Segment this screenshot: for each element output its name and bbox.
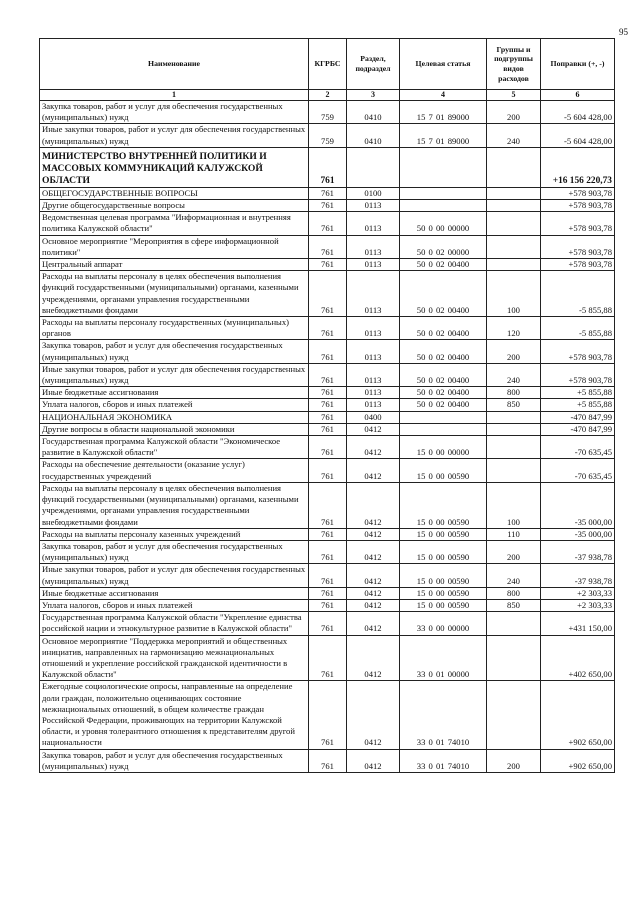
row-amount-cell: -35 000,00 xyxy=(541,528,615,540)
row-cel-cell: 15 0 00 00590 xyxy=(400,540,487,563)
row-amount-cell: +5 855,88 xyxy=(541,399,615,411)
table-row xyxy=(40,681,615,749)
column-number: 5 xyxy=(487,90,541,101)
table-row xyxy=(40,423,615,435)
row-amount-cell: -470 847,99 xyxy=(541,411,615,423)
row-razdel-cell: 0113 xyxy=(347,235,400,258)
row-razdel-cell xyxy=(347,147,400,187)
row-cel-cell: 15 0 00 00590 xyxy=(400,587,487,599)
row-name-cell: Государственная программа Калужской области "Укрепление единства российской нации и этнокультурное развитие в Калужской области" xyxy=(40,612,309,635)
row-razdel-cell: 0113 xyxy=(347,317,400,340)
table-row xyxy=(40,436,615,459)
row-razdel-cell: 0410 xyxy=(347,101,400,124)
row-vid-cell: 800 xyxy=(487,387,541,399)
row-razdel-cell: 0113 xyxy=(347,340,400,363)
row-amount-cell: -70 635,45 xyxy=(541,459,615,482)
row-kgrbs-cell: 761 xyxy=(309,540,347,563)
row-name-cell: Иные закупки товаров, работ и услуг для обеспечения государственных (муниципальных) нужд xyxy=(40,363,309,386)
row-name-cell: Иные бюджетные ассигнования xyxy=(40,387,309,399)
row-vid-cell: 240 xyxy=(487,124,541,147)
row-vid-cell xyxy=(487,436,541,459)
row-razdel-cell: 0412 xyxy=(347,749,400,772)
row-name-cell: Закупка товаров, работ и услуг для обеспечения государственных (муниципальных) нужд xyxy=(40,101,309,124)
row-cel-cell: 50 0 02 00400 xyxy=(400,399,487,411)
column-number: 1 xyxy=(40,90,309,101)
row-amount-cell: +902 650,00 xyxy=(541,681,615,749)
row-cel-cell: 15 0 00 00590 xyxy=(400,564,487,587)
row-vid-cell xyxy=(487,612,541,635)
row-name-cell: Уплата налогов, сборов и иных платежей xyxy=(40,399,309,411)
row-cel-cell xyxy=(400,147,487,187)
row-name-cell: Основное мероприятие "Мероприятия в сфере информационной политики" xyxy=(40,235,309,258)
row-kgrbs-cell: 761 xyxy=(309,399,347,411)
table-row xyxy=(40,212,615,235)
row-name-cell: Расходы на выплаты персоналу казенных учреждений xyxy=(40,528,309,540)
row-kgrbs-cell: 761 xyxy=(309,749,347,772)
row-vid-cell xyxy=(487,212,541,235)
row-vid-cell: 200 xyxy=(487,340,541,363)
row-razdel-cell: 0412 xyxy=(347,635,400,681)
row-kgrbs-cell: 761 xyxy=(309,212,347,235)
table-row xyxy=(40,564,615,587)
table-row xyxy=(40,101,615,124)
row-cel-cell: 15 0 00 00000 xyxy=(400,436,487,459)
row-cel-cell xyxy=(400,423,487,435)
row-kgrbs-cell: 761 xyxy=(309,317,347,340)
row-razdel-cell: 0412 xyxy=(347,459,400,482)
row-cel-cell: 50 0 02 00000 xyxy=(400,235,487,258)
table-row xyxy=(40,459,615,482)
row-kgrbs-cell: 761 xyxy=(309,200,347,212)
row-vid-cell xyxy=(487,200,541,212)
table-row xyxy=(40,387,615,399)
row-vid-cell: 200 xyxy=(487,101,541,124)
row-cel-cell: 33 0 01 74010 xyxy=(400,681,487,749)
row-razdel-cell: 0100 xyxy=(347,187,400,199)
row-vid-cell xyxy=(487,259,541,271)
row-razdel-cell: 0412 xyxy=(347,564,400,587)
row-name-cell: Другие общегосударственные вопросы xyxy=(40,200,309,212)
row-vid-cell: 100 xyxy=(487,271,541,317)
row-razdel-cell: 0113 xyxy=(347,363,400,386)
column-number: 6 xyxy=(541,90,615,101)
table-row xyxy=(40,340,615,363)
row-cel-cell: 15 0 00 00590 xyxy=(400,599,487,611)
row-kgrbs-cell: 761 xyxy=(309,271,347,317)
row-cel-cell: 33 0 01 00000 xyxy=(400,635,487,681)
row-cel-cell: 50 0 02 00400 xyxy=(400,259,487,271)
row-razdel-cell: 0113 xyxy=(347,212,400,235)
table-row xyxy=(40,271,615,317)
table-row xyxy=(40,235,615,258)
row-cel-cell: 15 0 00 00590 xyxy=(400,528,487,540)
row-name-cell: Центральный аппарат xyxy=(40,259,309,271)
header-cel: Целевая статья xyxy=(400,39,487,90)
row-vid-cell: 240 xyxy=(487,363,541,386)
row-razdel-cell: 0412 xyxy=(347,423,400,435)
row-name-cell: Иные бюджетные ассигнования xyxy=(40,587,309,599)
header-razdel: Раздел, подраздел xyxy=(347,39,400,90)
row-cel-cell: 33 0 00 00000 xyxy=(400,612,487,635)
row-amount-cell: -37 938,78 xyxy=(541,564,615,587)
row-kgrbs-cell: 761 xyxy=(309,436,347,459)
table-row xyxy=(40,147,615,187)
row-kgrbs-cell: 761 xyxy=(309,564,347,587)
row-razdel-cell: 0412 xyxy=(347,482,400,528)
row-amount-cell: -35 000,00 xyxy=(541,482,615,528)
row-kgrbs-cell: 761 xyxy=(309,340,347,363)
row-amount-cell: -5 604 428,00 xyxy=(541,124,615,147)
row-name-cell: Закупка товаров, работ и услуг для обеспечения государственных (муниципальных) нужд xyxy=(40,540,309,563)
row-kgrbs-cell: 761 xyxy=(309,612,347,635)
row-kgrbs-cell: 761 xyxy=(309,387,347,399)
column-number: 3 xyxy=(347,90,400,101)
header-row xyxy=(40,39,615,90)
row-kgrbs-cell: 761 xyxy=(309,681,347,749)
column-number-row xyxy=(40,90,615,101)
page-number: 95 xyxy=(619,27,628,37)
row-razdel-cell: 0412 xyxy=(347,612,400,635)
row-razdel-cell: 0113 xyxy=(347,399,400,411)
row-name-cell: Расходы на выплаты персоналу в целях обеспечения выполнения функций государственными (муниципальными) органами, казенными учреждениями, органами управления государственными внебюджетными фондами xyxy=(40,482,309,528)
row-amount-cell: +578 903,78 xyxy=(541,235,615,258)
row-kgrbs-cell: 761 xyxy=(309,363,347,386)
row-kgrbs-cell: 759 xyxy=(309,124,347,147)
row-name-cell: Уплата налогов, сборов и иных платежей xyxy=(40,599,309,611)
row-cel-cell: 50 0 02 00400 xyxy=(400,271,487,317)
row-name-cell: Расходы на выплаты персоналу государственных (муниципальных) органов xyxy=(40,317,309,340)
header-amount: Поправки (+, -) xyxy=(541,39,615,90)
table-row xyxy=(40,317,615,340)
header-vid: Группы и подгруппы видов расходов xyxy=(487,39,541,90)
budget-amendments-table xyxy=(39,38,615,773)
row-amount-cell: +2 303,33 xyxy=(541,599,615,611)
row-razdel-cell: 0412 xyxy=(347,528,400,540)
row-kgrbs-cell: 761 xyxy=(309,147,347,187)
table-row xyxy=(40,482,615,528)
row-cel-cell: 15 7 01 89000 xyxy=(400,124,487,147)
column-number: 2 xyxy=(309,90,347,101)
row-kgrbs-cell: 761 xyxy=(309,587,347,599)
row-cel-cell: 50 0 02 00400 xyxy=(400,387,487,399)
column-number: 4 xyxy=(400,90,487,101)
row-amount-cell: +5 855,88 xyxy=(541,387,615,399)
row-vid-cell: 100 xyxy=(487,482,541,528)
row-vid-cell: 200 xyxy=(487,749,541,772)
row-amount-cell: -37 938,78 xyxy=(541,540,615,563)
row-razdel-cell: 0412 xyxy=(347,587,400,599)
row-name-cell: Закупка товаров, работ и услуг для обеспечения государственных (муниципальных) нужд xyxy=(40,340,309,363)
row-name-cell: Иные закупки товаров, работ и услуг для обеспечения государственных (муниципальных) нужд xyxy=(40,124,309,147)
row-amount-cell: +578 903,78 xyxy=(541,212,615,235)
table-row xyxy=(40,399,615,411)
row-cel-cell: 50 0 02 00400 xyxy=(400,340,487,363)
table-row xyxy=(40,528,615,540)
table-row xyxy=(40,540,615,563)
row-razdel-cell: 0412 xyxy=(347,540,400,563)
table-body xyxy=(40,101,615,773)
row-kgrbs-cell: 761 xyxy=(309,482,347,528)
row-vid-cell xyxy=(487,147,541,187)
row-amount-cell: +431 150,00 xyxy=(541,612,615,635)
row-name-cell: МИНИСТЕРСТВО ВНУТРЕННЕЙ ПОЛИТИКИ И МАССОВЫХ КОММУНИКАЦИЙ КАЛУЖСКОЙ ОБЛАСТИ xyxy=(40,147,309,187)
row-razdel-cell: 0412 xyxy=(347,599,400,611)
row-name-cell: Ведомственная целевая программа "Информационная и внутренняя политика Калужской области" xyxy=(40,212,309,235)
row-vid-cell xyxy=(487,411,541,423)
row-razdel-cell: 0400 xyxy=(347,411,400,423)
row-vid-cell: 850 xyxy=(487,599,541,611)
row-amount-cell: -70 635,45 xyxy=(541,436,615,459)
row-vid-cell xyxy=(487,235,541,258)
row-vid-cell xyxy=(487,423,541,435)
row-amount-cell: +902 650,00 xyxy=(541,749,615,772)
row-amount-cell: +578 903,78 xyxy=(541,363,615,386)
row-cel-cell: 50 0 02 00400 xyxy=(400,363,487,386)
row-name-cell: Иные закупки товаров, работ и услуг для обеспечения государственных (муниципальных) нужд xyxy=(40,564,309,587)
row-razdel-cell: 0410 xyxy=(347,124,400,147)
row-amount-cell: -5 604 428,00 xyxy=(541,101,615,124)
row-razdel-cell: 0113 xyxy=(347,387,400,399)
row-name-cell: Основное мероприятие "Поддержка мероприятий и общественных инициатив, направленных на гармонизацию межнациональных отношений и укрепление российской гражданской идентичности в Калужской области" xyxy=(40,635,309,681)
row-vid-cell: 850 xyxy=(487,399,541,411)
row-kgrbs-cell: 759 xyxy=(309,101,347,124)
row-amount-cell: +16 156 220,73 xyxy=(541,147,615,187)
row-razdel-cell: 0412 xyxy=(347,436,400,459)
row-name-cell: Расходы на обеспечение деятельности (оказание услуг) государственных учреждений xyxy=(40,459,309,482)
row-vid-cell xyxy=(487,681,541,749)
row-razdel-cell: 0412 xyxy=(347,681,400,749)
row-kgrbs-cell: 761 xyxy=(309,599,347,611)
row-amount-cell: -470 847,99 xyxy=(541,423,615,435)
table-row xyxy=(40,187,615,199)
row-cel-cell: 15 0 00 00590 xyxy=(400,482,487,528)
row-kgrbs-cell: 761 xyxy=(309,259,347,271)
row-razdel-cell: 0113 xyxy=(347,259,400,271)
table-row xyxy=(40,411,615,423)
row-kgrbs-cell: 761 xyxy=(309,459,347,482)
row-kgrbs-cell: 761 xyxy=(309,187,347,199)
table-row xyxy=(40,599,615,611)
row-vid-cell: 800 xyxy=(487,587,541,599)
row-amount-cell: +578 903,78 xyxy=(541,259,615,271)
row-kgrbs-cell: 761 xyxy=(309,635,347,681)
header-kgrbs: КГРБС xyxy=(309,39,347,90)
header-name: Наименование xyxy=(40,39,309,90)
row-amount-cell: +402 650,00 xyxy=(541,635,615,681)
table-row xyxy=(40,749,615,772)
row-razdel-cell: 0113 xyxy=(347,271,400,317)
row-vid-cell: 110 xyxy=(487,528,541,540)
row-vid-cell: 240 xyxy=(487,564,541,587)
row-amount-cell: -5 855,88 xyxy=(541,317,615,340)
row-cel-cell xyxy=(400,411,487,423)
row-amount-cell: +2 303,33 xyxy=(541,587,615,599)
row-amount-cell: +578 903,78 xyxy=(541,200,615,212)
table-row xyxy=(40,635,615,681)
row-vid-cell xyxy=(487,187,541,199)
table-row xyxy=(40,259,615,271)
row-cel-cell: 15 0 00 00590 xyxy=(400,459,487,482)
row-cel-cell: 50 0 00 00000 xyxy=(400,212,487,235)
table-row xyxy=(40,612,615,635)
row-vid-cell: 200 xyxy=(487,540,541,563)
row-name-cell: Другие вопросы в области национальной экономики xyxy=(40,423,309,435)
row-cel-cell: 50 0 02 00400 xyxy=(400,317,487,340)
table-row xyxy=(40,124,615,147)
row-cel-cell: 33 0 01 74010 xyxy=(400,749,487,772)
row-razdel-cell: 0113 xyxy=(347,200,400,212)
row-name-cell: Расходы на выплаты персоналу в целях обеспечения выполнения функций государственными (муниципальными) органами, казенными учреждениями, органами управления государственными внебюджетными фондами xyxy=(40,271,309,317)
row-cel-cell xyxy=(400,187,487,199)
table-row xyxy=(40,363,615,386)
row-name-cell: Закупка товаров, работ и услуг для обеспечения государственных (муниципальных) нужд xyxy=(40,749,309,772)
row-name-cell: Государственная программа Калужской области "Экономическое развитие в Калужской области" xyxy=(40,436,309,459)
row-amount-cell: +578 903,78 xyxy=(541,340,615,363)
row-kgrbs-cell: 761 xyxy=(309,235,347,258)
row-kgrbs-cell: 761 xyxy=(309,411,347,423)
row-name-cell: Ежегодные социологические опросы, направленные на определение доли граждан, положительно оценивающих состояние межнациональных отношений, в общем количестве граждан Российской Федерации, проживающих на территории Калужской области, и уровня толерантного отношения к представителям другой национальности xyxy=(40,681,309,749)
row-amount-cell: -5 855,88 xyxy=(541,271,615,317)
row-vid-cell xyxy=(487,459,541,482)
row-cel-cell: 15 7 01 89000 xyxy=(400,101,487,124)
row-vid-cell xyxy=(487,635,541,681)
row-name-cell: ОБЩЕГОСУДАРСТВЕННЫЕ ВОПРОСЫ xyxy=(40,187,309,199)
row-name-cell: НАЦИОНАЛЬНАЯ ЭКОНОМИКА xyxy=(40,411,309,423)
table-row xyxy=(40,587,615,599)
row-cel-cell xyxy=(400,200,487,212)
row-kgrbs-cell: 761 xyxy=(309,423,347,435)
table-row xyxy=(40,200,615,212)
row-amount-cell: +578 903,78 xyxy=(541,187,615,199)
row-kgrbs-cell: 761 xyxy=(309,528,347,540)
row-vid-cell: 120 xyxy=(487,317,541,340)
